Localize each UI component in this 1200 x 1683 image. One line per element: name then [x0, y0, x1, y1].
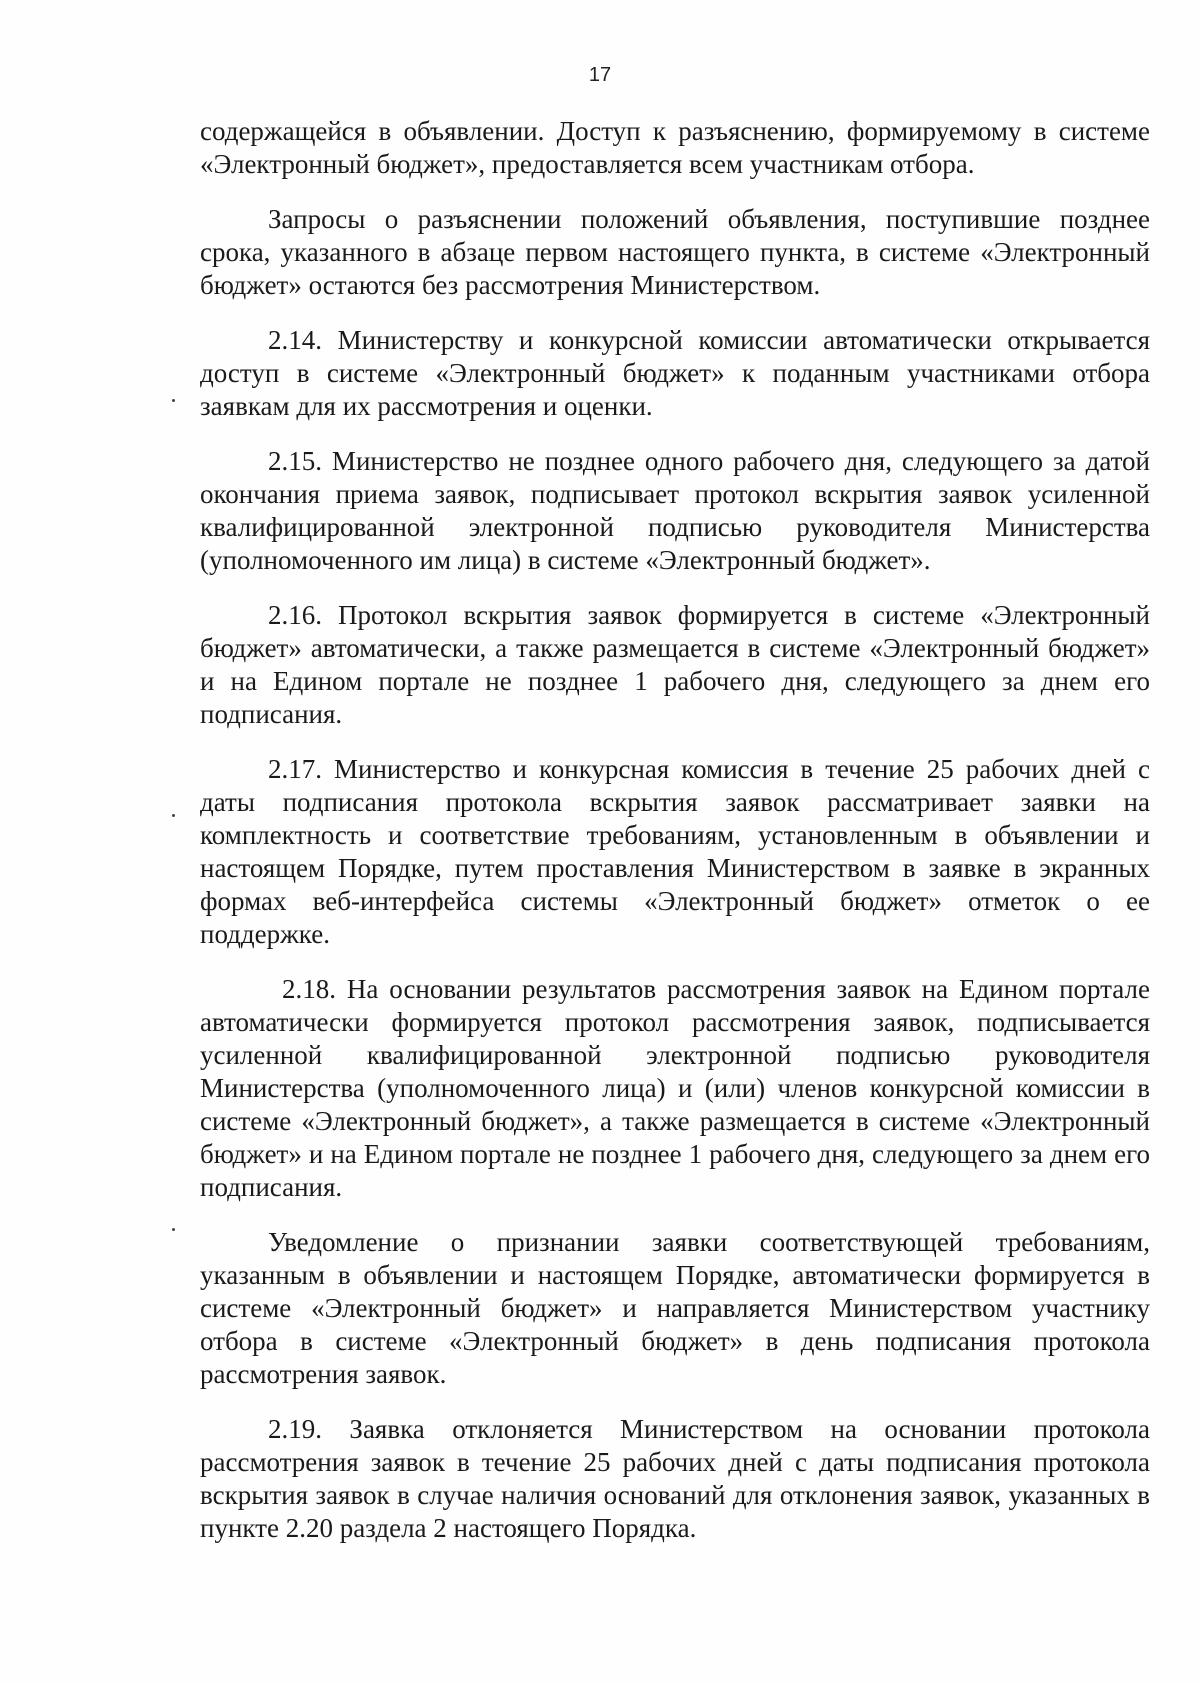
paragraph-clarification-requests: Запросы о разъяснении положений объявления, поступившие позднее срока, указанного в абзаце первом настоящего пункта, в системе «Электронный бюджет» остаются без рассмотрения Министерством.: [200, 204, 1150, 300]
paragraph-2-15: 2.15. Министерство не позднее одного рабочего дня, следующего за датой окончания приема заявок, подписывает протокол вскрытия заявок усиленной квалифицированной электронной подписью руководителя Министерства (уполномоченного им лица) в системе «Электронный бюджет».: [200, 446, 1150, 575]
page-number: 17: [588, 64, 612, 86]
paragraph-2-16: 2.16. Протокол вскрытия заявок формируется в системе «Электронный бюджет» автоматически, а также размещается в системе «Электронный бюджет» и на Едином портале не позднее 1 рабочего дня, следующего за днем его подписания.: [200, 600, 1150, 729]
paragraph-2-18: 2.18. На основании результатов рассмотрения заявок на Едином портале автоматически формируется протокол рассмотрения заявок, подписывается усиленной квалифицированной электронной подписью руководителя Министерства (уполномоченного лица) и (или) членов конкурсной комиссии в системе «Электронный бюджет», а также размещается в системе «Электронный бюджет» и на Едином портале не позднее 1 рабочего дня, следующего за днем его подписания.: [200, 974, 1150, 1202]
paragraph-continuation: содержащейся в объявлении. Доступ к разъяснению, формируемому в системе «Электронный бюджет», предоставляется всем участникам отбора.: [200, 116, 1150, 179]
scan-speck: [172, 814, 175, 817]
paragraph-notification: Уведомление о признании заявки соответствующей требованиям, указанным в объявлении и настоящем Порядке, автоматически формируется в системе «Электронный бюджет» и направляется Министерством участнику отбора в системе «Электронный бюджет» в день подписания протокола рассмотрения заявок.: [200, 1227, 1150, 1389]
paragraph-2-19: 2.19. Заявка отклоняется Министерством на основании протокола рассмотрения заявок в течение 25 рабочих дней с даты подписания протокола вскрытия заявок в случае наличия оснований для отклонения заявок, указанных в пункте 2.20 раздела 2 настоящего Порядка.: [200, 1414, 1150, 1543]
scan-speck: [172, 1228, 175, 1231]
paragraph-2-17: 2.17. Министерство и конкурсная комиссия в течение 25 рабочих дней с даты подписания протокола вскрытия заявок рассматривает заявки на комплектность и соответствие требованиям, установленным в объявлении и настоящем Порядке, путем проставления Министерством в заявке в экранных формах веб-интерфейса системы «Электронный бюджет» отметок о ее поддержке.: [200, 754, 1150, 949]
document-body: [200, 115, 1150, 1567]
scan-speck: [172, 399, 175, 402]
paragraph-2-14: 2.14. Министерству и конкурсной комиссии автоматически открывается доступ в системе «Электронный бюджет» к поданным участниками отбора заявкам для их рассмотрения и оценки.: [200, 325, 1150, 421]
